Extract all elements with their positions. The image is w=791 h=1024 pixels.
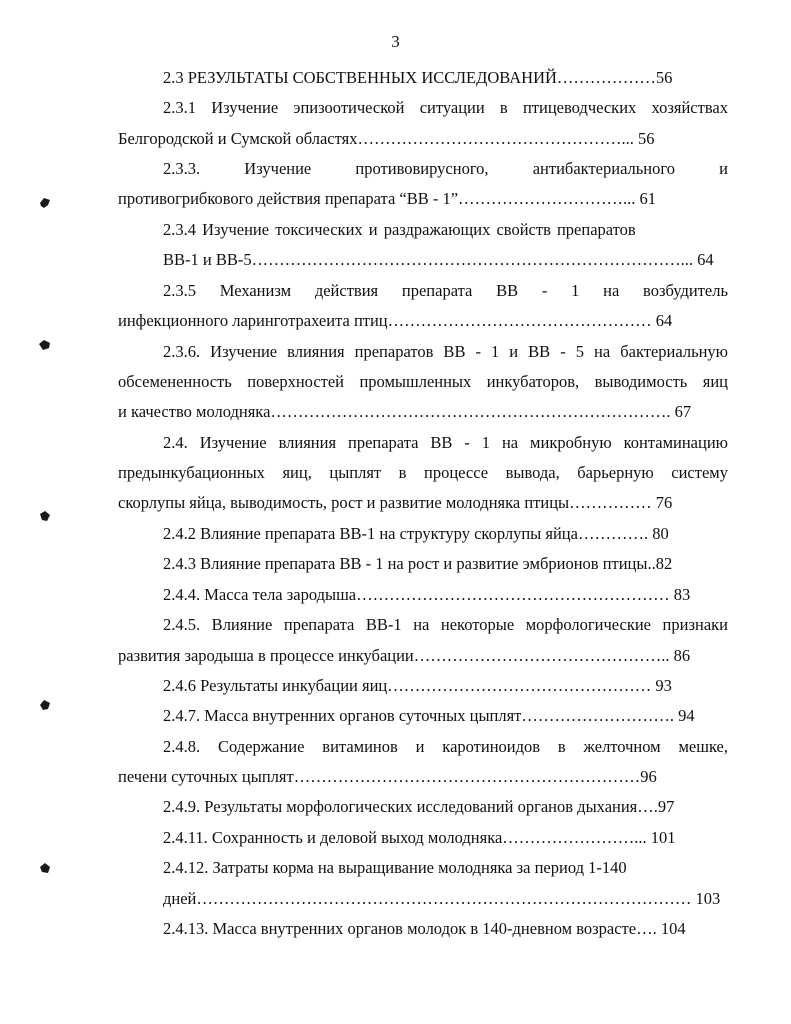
toc-entry-2-3-5-cont: инфекционного ларинготрахеита птиц………………………………………… 64 xyxy=(118,311,673,330)
binder-hole-mark xyxy=(38,338,52,352)
toc-entry-2-3-6-cont2: и качество молодняка………………………………………………………………. 67 xyxy=(118,402,692,421)
toc-entry-2-3-1: 2.3.1 Изучение эпизоотической ситуации в птицеводческих хозяйствах xyxy=(163,98,728,117)
toc-entry-2-3-4-cont: ВВ-1 и ВВ-5……………………………………………………………………... 64 xyxy=(163,250,714,269)
toc-entry-2-4-8: 2.4.8. Содержание витаминов и каротиноидов в желточном мешке, xyxy=(163,737,728,756)
toc-entry-2-3-4: 2.3.4 Изучение токсических и раздражающих свойств препаратов xyxy=(163,220,636,239)
toc-entry-2-4-3: 2.4.3 Влияние препарата ВВ - 1 на рост и развитие эмбрионов птицы..82 xyxy=(163,554,673,573)
binder-hole-mark xyxy=(38,698,52,712)
toc-entry-2-4-7: 2.4.7. Масса внутренних органов суточных цыплят………………………. 94 xyxy=(163,706,695,725)
toc-entry-2-3-3: 2.3.3. Изучение противовирусного, антибактериального и xyxy=(163,159,728,178)
toc-entry-2-4-2: 2.4.2 Влияние препарата ВВ-1 на структуру скорлупы яйца…………. 80 xyxy=(163,524,669,543)
toc-entry-2-4-5-cont: развития зародыша в процессе инкубации……………………………………….. 86 xyxy=(118,646,691,665)
binder-hole-mark xyxy=(38,861,52,875)
toc-entry-2-4-5: 2.4.5. Влияние препарата ВВ-1 на некоторые морфологические признаки xyxy=(163,615,728,634)
toc-entry-2-4-cont2: скорлупы яйца, выводимость, рост и развитие молодняка птицы…………… 76 xyxy=(118,493,673,512)
toc-entry-2-4-12-cont: дней……………………………………………………………………………… 103 xyxy=(163,889,721,908)
toc-entry-2-3-3-cont: противогрибкового действия препарата “ВВ - 1”…………………………... 61 xyxy=(118,189,657,208)
binder-hole-mark xyxy=(38,196,52,210)
toc-entry-2-3-6-cont: обсемененность поверхностей промышленных инкубаторов, выводимость яиц xyxy=(118,372,728,391)
toc-entry-2-3-1-cont: Белгородской и Сумской областях…………………………………………... 56 xyxy=(118,129,655,148)
toc-entry-2-4-4: 2.4.4. Масса тела зародыша………………………………………………… 83 xyxy=(163,585,691,604)
toc-entry-2-4-11: 2.4.11. Сохранность и деловой выход молодняка……………………... 101 xyxy=(163,828,676,847)
toc-entry-2-3: 2.3 РЕЗУЛЬТАТЫ СОБСТВЕННЫХ ИССЛЕДОВАНИЙ………………56 xyxy=(163,68,673,87)
toc-entry-2-4-13: 2.4.13. Масса внутренних органов молодок в 140-дневном возрасте…. 104 xyxy=(163,919,686,938)
toc-entry-2-4: 2.4. Изучение влияния препарата ВВ - 1 на микробную контаминацию xyxy=(163,433,728,452)
toc-entry-2-4-9: 2.4.9. Результаты морфологических исследований органов дыхания….97 xyxy=(163,797,675,816)
toc-entry-2-3-5: 2.3.5 Механизм действия препарата ВВ - 1 на возбудитель xyxy=(163,281,728,300)
toc-entry-2-3-6: 2.3.6. Изучение влияния препаратов ВВ - 1 и ВВ - 5 на бактериальную xyxy=(163,342,728,361)
toc-entry-2-4-12: 2.4.12. Затраты корма на выращивание молодняка за период 1-140 xyxy=(163,858,627,877)
toc-entry-2-4-6: 2.4.6 Результаты инкубации яиц………………………………………… 93 xyxy=(163,676,672,695)
binder-hole-mark xyxy=(38,509,52,523)
toc-entry-2-4-8-cont: печени суточных цыплят………………………………………………………96 xyxy=(118,767,657,786)
toc-entry-2-4-cont: предынкубационных яиц, цыплят в процессе вывода, барьерную систему xyxy=(118,463,728,482)
page-number: 3 xyxy=(391,32,400,51)
